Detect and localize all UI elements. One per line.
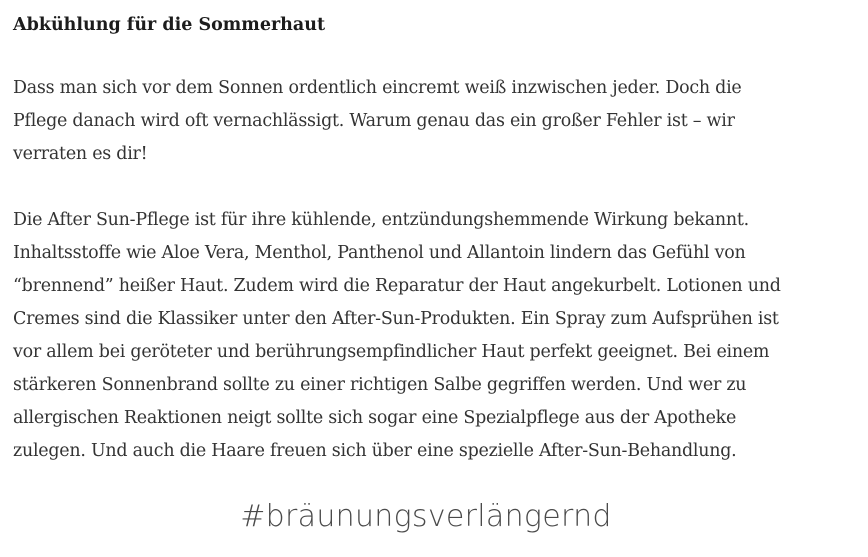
paragraph-line: stärkeren Sonnenbrand sollte zu einer richtigen Salbe gegriffen werden. Und wer zu xyxy=(13,375,747,395)
section-heading: Abkühlung für die Sommerhaut xyxy=(13,15,326,35)
paragraph-line: “brennend” heißer Haut. Zudem wird die Reparatur der Haut angekurbelt. Lotionen und xyxy=(13,276,781,296)
paragraph-line: vor allem bei geröteter und berührungsempfindlicher Haut perfekt geeignet. Bei einem xyxy=(13,342,770,362)
paragraph-line: Dass man sich vor dem Sonnen ordentlich eincremt weiß inzwischen jeder. Doch die xyxy=(13,78,742,98)
hashtag-title: #bräunungsverlängernd xyxy=(240,499,612,534)
paragraph-line: Die After Sun-Pflege ist für ihre kühlende, entzündungshemmende Wirkung bekannt. xyxy=(13,210,749,230)
paragraph-line: Pflege danach wird oft vernachlässigt. Warum genau das ein großer Fehler ist – wir xyxy=(13,111,735,131)
paragraph-line: Inhaltsstoffe wie Aloe Vera, Menthol, Panthenol und Allantoin lindern das Gefühl von xyxy=(13,243,746,263)
paragraph-line: zulegen. Und auch die Haare freuen sich über eine spezielle After-Sun-Behandlung. xyxy=(13,441,737,461)
intro-paragraph xyxy=(13,72,843,171)
paragraph-line: verraten es dir! xyxy=(13,144,148,164)
paragraph-line: allergischen Reaktionen neigt sollte sich sogar eine Spezialpflege aus der Apotheke xyxy=(13,408,737,428)
paragraph-line: Cremes sind die Klassiker unter den After-Sun-Produkten. Ein Spray zum Aufsprühen ist xyxy=(13,309,779,329)
body-paragraph xyxy=(13,204,843,468)
